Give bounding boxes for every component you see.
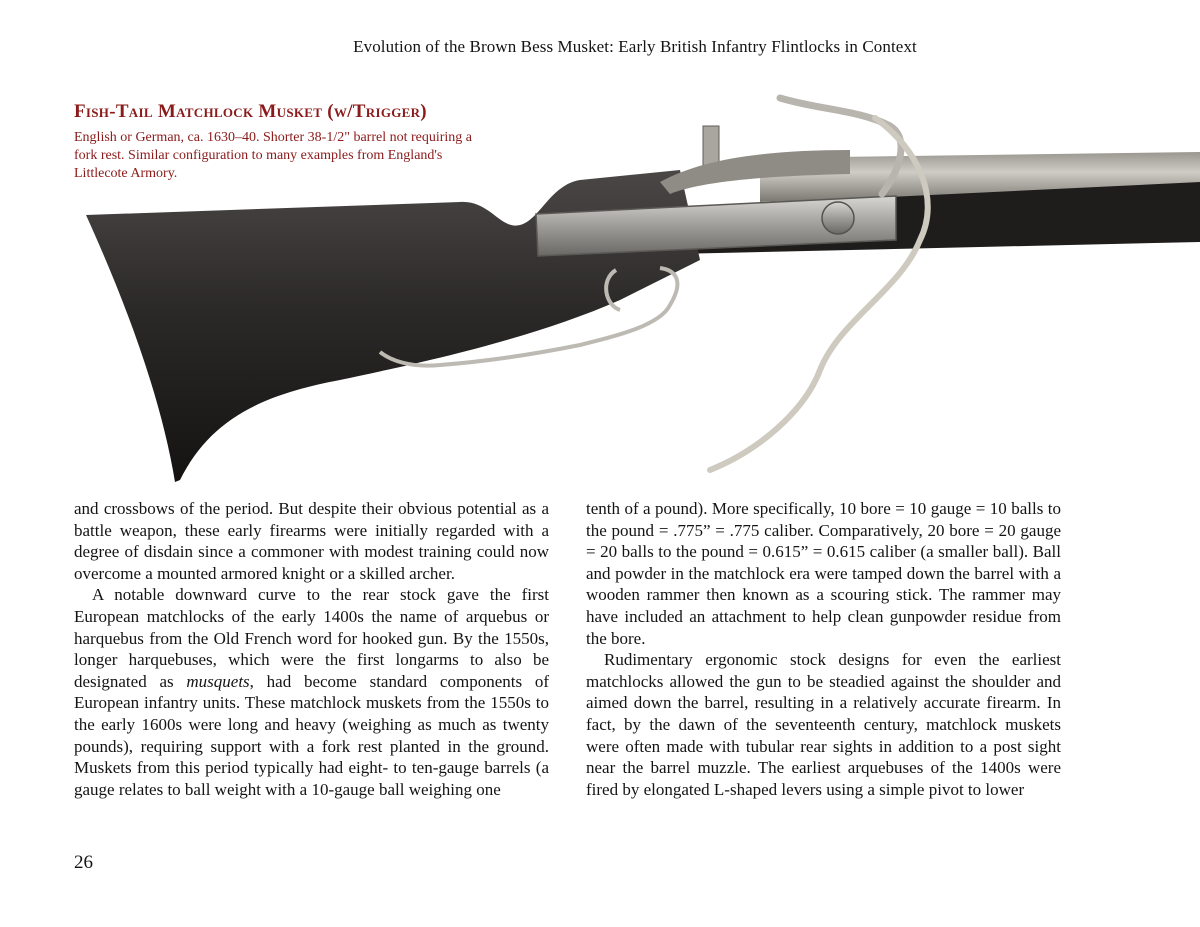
right-column: [586, 498, 1061, 800]
left-paragraph-2: [74, 584, 549, 800]
figure-caption: [74, 102, 484, 183]
figure-title: Fish-Tail Matchlock Musket (w/Trigger): [74, 101, 427, 122]
left-paragraph-2-part-1: A notable downward curve to the rear stock gave the first European matchlocks of the early 1400s the name of arquebus or harquebus from the Old French word for hooked gun. By the 1550s, longer harquebuses, which were the first longarms to also be designated as: [74, 585, 549, 691]
page-number: 26: [74, 852, 93, 873]
running-head: Evolution of the Brown Bess Musket: Early British Infantry Flintlocks in Context: [353, 37, 917, 56]
lock-screw: [822, 202, 854, 234]
figure-caption-text: English or German, ca. 1630–40. Shorter 38-1/2" barrel not requiring a fork rest. Similar configuration to many examples from England's Littlecote Armory.: [74, 129, 473, 181]
left-paragraph-2-part-2: , had become standard components of European infantry units. These matchlock muskets from the 1550s to the early 1600s were long and heavy (weighing as much as twenty pounds), requiring support with a fork rest planted in the ground. Muskets from this period typically had eight- to ten-gauge barrels (a gauge relates to ball weight with a 10-gauge ball weighing one: [74, 671, 549, 799]
left-column: [74, 498, 549, 800]
left-paragraph-2-italic: musquets: [186, 671, 250, 691]
right-paragraph-2: Rudimentary ergonomic stock designs for even the earliest matchlocks allowed the gun to be steadied against the shoulder and aimed down the barrel, resulting in a relatively accurate firearm. In fact, by the dawn of the seventeenth century, matchlock muskets were often made with tubular rear sights in addition to a post sight near the barrel muzzle. The earliest arquebuses of the 1400s were fired by elongated L-shaped levers using a simple pivot to lower: [586, 650, 1061, 799]
right-paragraph-1: tenth of a pound). More specifically, 10 bore = 10 gauge = 10 balls to the pound = .775” = .775 caliber. Comparatively, 20 bore = 20 gauge = 20 balls to the pound = 0.615” = 0.615 caliber (a smaller ball). Ball and powder in the matchlock era were tamped down the barrel with a wooden rammer then known as a scouring stick. The rammer may have included an attachment to help clean gunpowder residue from the bore.: [586, 499, 1061, 648]
left-paragraph-1: and crossbows of the period. But despite their obvious potential as a battle weapon, these early firearms were initially regarded with a degree of disdain since a commoner with modest training could now overcome a mounted armored knight or a skilled archer.: [74, 499, 549, 583]
